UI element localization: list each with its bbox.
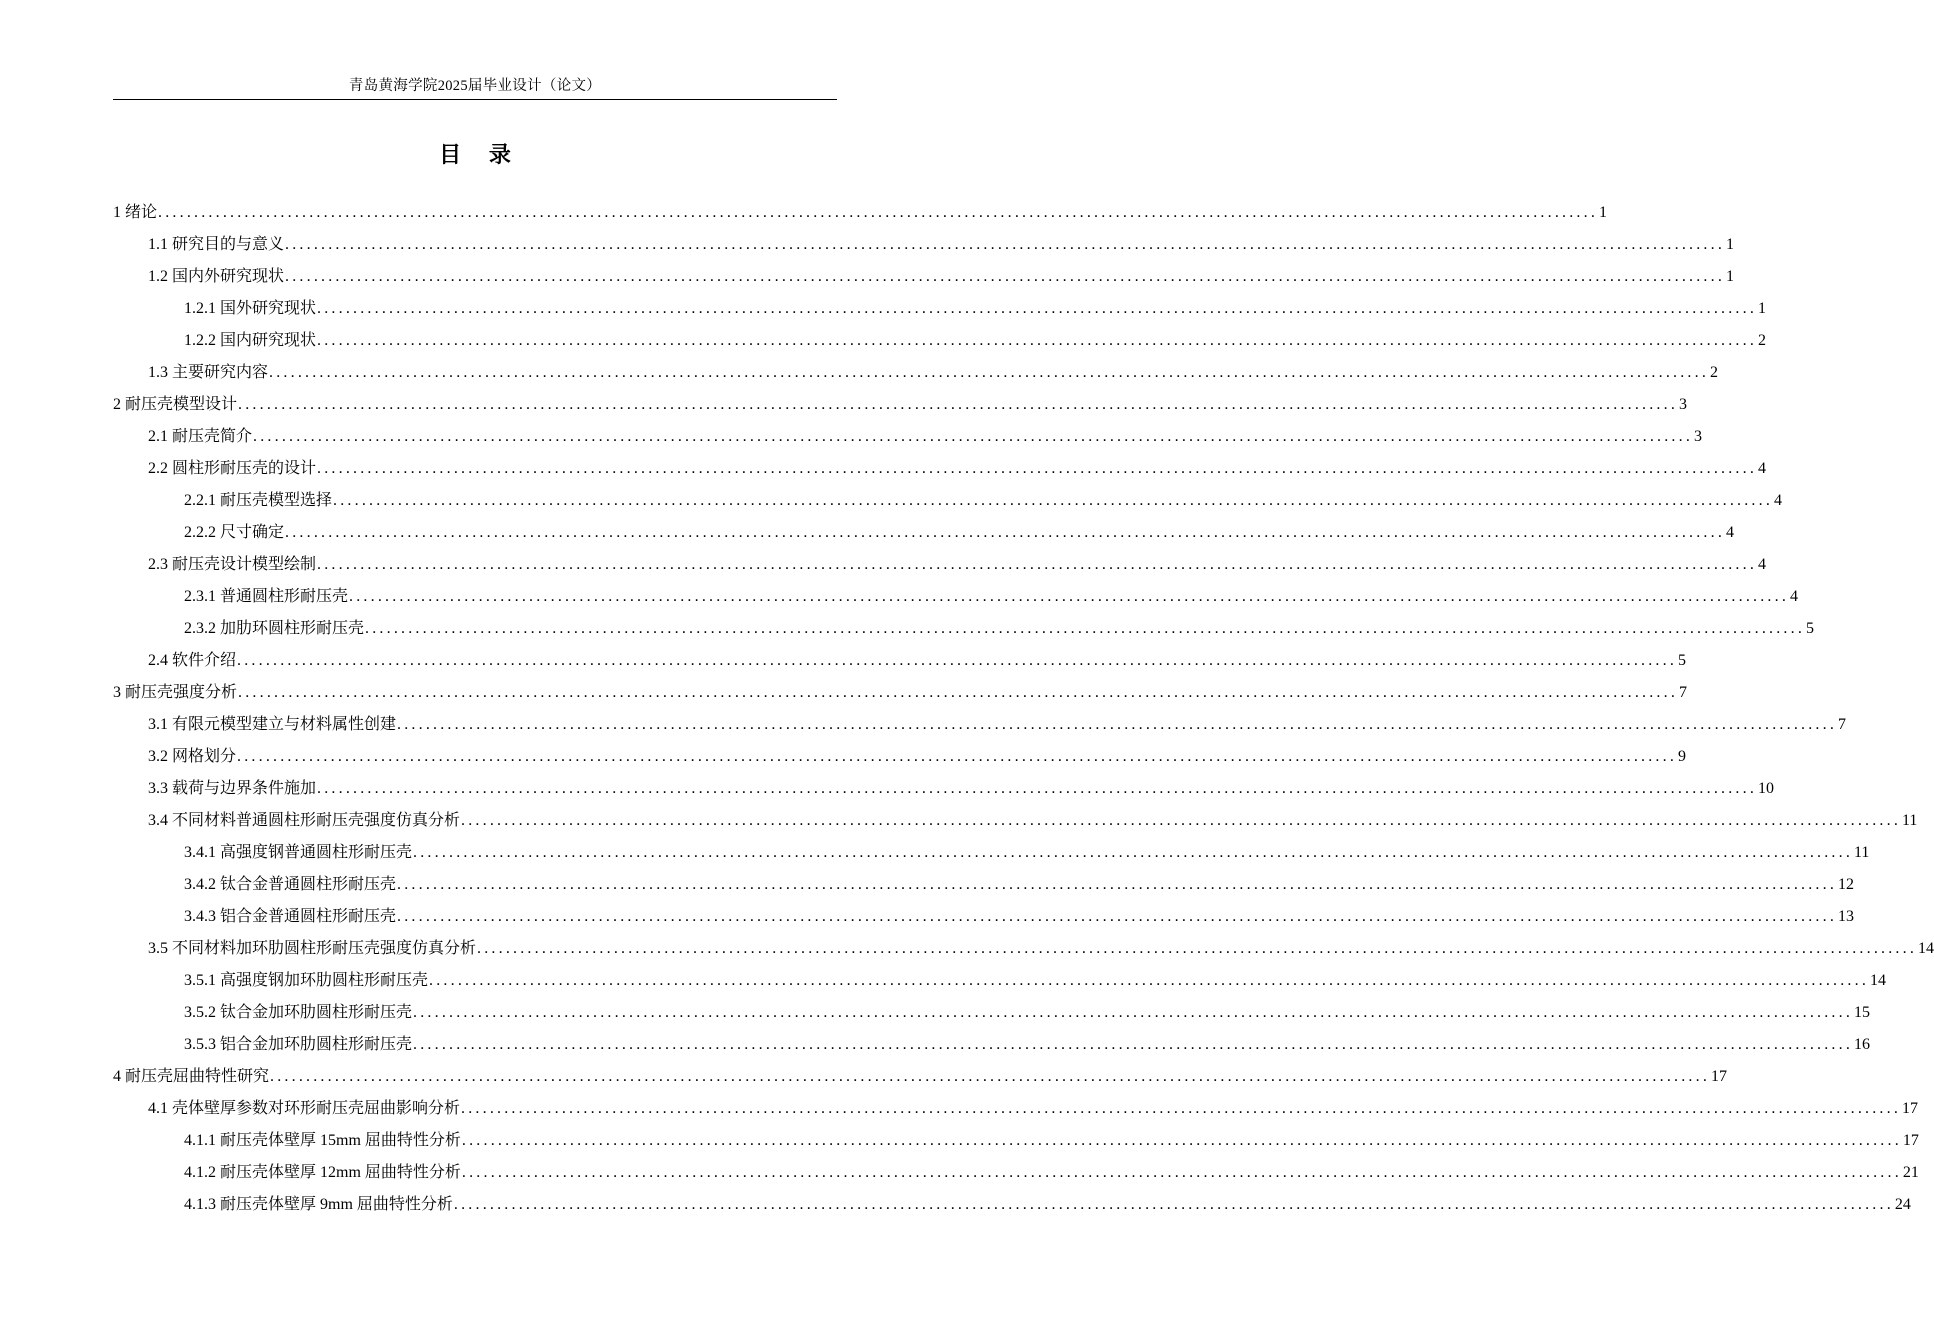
toc-entry[interactable] bbox=[113, 1127, 1919, 1159]
toc-entry-label: 4.1.1 耐压壳体壁厚 15mm 屈曲特性分析 bbox=[184, 1132, 461, 1149]
toc-entry[interactable] bbox=[113, 1191, 1911, 1223]
toc-entry-page-number: 4 bbox=[1774, 492, 1783, 509]
toc-entry-label: 3.4.2 钛合金普通圆柱形耐压壳 bbox=[184, 876, 397, 893]
toc-entry-page-number: 3 bbox=[1679, 396, 1688, 413]
toc-entry-page-number: 2 bbox=[1758, 332, 1767, 349]
toc-entry-label: 2 耐压壳模型设计 bbox=[113, 396, 238, 413]
toc-entry-label: 2.2 圆柱形耐压壳的设计 bbox=[148, 460, 317, 477]
toc-entry[interactable] bbox=[113, 295, 1767, 327]
toc-leader-dots: ........................................................................................................................................................................................................ bbox=[413, 844, 1854, 861]
toc-leader-dots: ........................................................................................................................................................................................................ bbox=[158, 204, 1599, 221]
toc-entry[interactable] bbox=[113, 1159, 1919, 1191]
toc-leader-dots: ........................................................................................................................................................................................................ bbox=[461, 1132, 1902, 1149]
toc-leader-dots: ........................................................................................................................................................................................................ bbox=[453, 1196, 1894, 1213]
toc-entry-label: 1 绪论 bbox=[113, 204, 158, 221]
toc-entry-page-number: 10 bbox=[1758, 780, 1775, 797]
toc-entry-label: 3.5.2 钛合金加环肋圆柱形耐压壳 bbox=[184, 1004, 413, 1021]
toc-entry-label: 3.5.3 铝合金加环肋圆柱形耐压壳 bbox=[184, 1036, 413, 1053]
toc-entry-label: 3.4.1 高强度钢普通圆柱形耐压壳 bbox=[184, 844, 413, 861]
toc-entry-page-number: 5 bbox=[1678, 652, 1687, 669]
toc-leader-dots: ........................................................................................................................................................................................................ bbox=[333, 492, 1774, 509]
toc-leader-dots: ........................................................................................................................................................................................................ bbox=[365, 620, 1806, 637]
toc-entry-label: 2.3.2 加肋环圆柱形耐压壳 bbox=[184, 620, 365, 637]
toc-entry[interactable] bbox=[113, 967, 1887, 999]
toc-leader-dots: ........................................................................................................................................................................................................ bbox=[397, 876, 1838, 893]
toc-entry-page-number: 17 bbox=[1711, 1068, 1728, 1085]
toc-leader-dots: ........................................................................................................................................................................................................ bbox=[461, 812, 1902, 829]
toc-leader-dots: ........................................................................................................................................................................................................ bbox=[477, 940, 1918, 957]
toc-entry-page-number: 1 bbox=[1726, 236, 1735, 253]
toc-entry-label: 3.5 不同材料加环肋圆柱形耐压壳强度仿真分析 bbox=[148, 940, 477, 957]
toc-entry-page-number: 3 bbox=[1694, 428, 1703, 445]
toc-entry-label: 2.3 耐压壳设计模型绘制 bbox=[148, 556, 317, 573]
toc-leader-dots: ........................................................................................................................................................................................................ bbox=[238, 684, 1679, 701]
page-header: 青岛黄海学院2025届毕业设计（论文） bbox=[348, 78, 602, 94]
toc-leader-dots: ........................................................................................................................................................................................................ bbox=[461, 1100, 1902, 1117]
toc-entry[interactable] bbox=[113, 711, 1847, 743]
toc-leader-dots: ........................................................................................................................................................................................................ bbox=[317, 556, 1758, 573]
toc-leader-dots: ........................................................................................................................................................................................................ bbox=[317, 460, 1758, 477]
toc-entry[interactable] bbox=[113, 487, 1783, 519]
toc-entry-page-number: 9 bbox=[1678, 748, 1687, 765]
toc-entry-label: 3.4.3 铝合金普通圆柱形耐压壳 bbox=[184, 908, 397, 925]
toc-entry[interactable] bbox=[113, 743, 1687, 775]
toc-entry-page-number: 15 bbox=[1854, 1004, 1871, 1021]
toc-entry[interactable] bbox=[113, 1031, 1871, 1063]
toc-entry-page-number: 17 bbox=[1902, 1132, 1919, 1149]
toc-leader-dots: ........................................................................................................................................................................................................ bbox=[285, 268, 1726, 285]
toc-entry-page-number: 1 bbox=[1599, 204, 1608, 221]
toc-entry[interactable] bbox=[113, 615, 1815, 647]
toc-entry-label: 2.2.2 尺寸确定 bbox=[184, 524, 285, 541]
toc-entry-page-number: 1 bbox=[1726, 268, 1735, 285]
toc-entry-label: 4.1.3 耐压壳体壁厚 9mm 屈曲特性分析 bbox=[184, 1196, 453, 1213]
toc-entry[interactable] bbox=[113, 231, 1735, 263]
toc-entry-page-number: 7 bbox=[1679, 684, 1688, 701]
toc-leader-dots: ........................................................................................................................................................................................................ bbox=[285, 236, 1726, 253]
toc-entry[interactable] bbox=[113, 391, 1688, 423]
toc-entry-label: 2.2.1 耐压壳模型选择 bbox=[184, 492, 333, 509]
toc-entry[interactable] bbox=[113, 807, 1918, 839]
toc-entry-page-number: 11 bbox=[1902, 812, 1918, 829]
toc-entry-page-number: 7 bbox=[1838, 716, 1847, 733]
toc-entry-page-number: 16 bbox=[1854, 1036, 1871, 1053]
toc-entry-label: 3.5.1 高强度钢加环肋圆柱形耐压壳 bbox=[184, 972, 429, 989]
toc-entry[interactable] bbox=[113, 1095, 1919, 1127]
toc-leader-dots: ........................................................................................................................................................................................................ bbox=[397, 908, 1838, 925]
toc-entry-page-number: 14 bbox=[1870, 972, 1887, 989]
toc-entry-page-number: 4 bbox=[1726, 524, 1735, 541]
toc-leader-dots: ........................................................................................................................................................................................................ bbox=[397, 716, 1838, 733]
toc-entry[interactable] bbox=[113, 839, 1870, 871]
toc-entry-page-number: 17 bbox=[1902, 1100, 1919, 1117]
toc-leader-dots: ........................................................................................................................................................................................................ bbox=[317, 780, 1758, 797]
toc-entry[interactable] bbox=[113, 199, 1608, 231]
toc-entry[interactable] bbox=[113, 423, 1703, 455]
toc-leader-dots: ........................................................................................................................................................................................................ bbox=[429, 972, 1870, 989]
toc-leader-dots: ........................................................................................................................................................................................................ bbox=[413, 1036, 1854, 1053]
toc-entry[interactable] bbox=[113, 263, 1735, 295]
toc-entry-page-number: 21 bbox=[1902, 1164, 1919, 1181]
toc-entry-label: 2.4 软件介绍 bbox=[148, 652, 237, 669]
toc-leader-dots: ........................................................................................................................................................................................................ bbox=[349, 588, 1790, 605]
toc-leader-dots: ........................................................................................................................................................................................................ bbox=[238, 396, 1679, 413]
toc-leader-dots: ........................................................................................................................................................................................................ bbox=[413, 1004, 1854, 1021]
toc-leader-dots: ........................................................................................................................................................................................................ bbox=[253, 428, 1694, 445]
toc-entry-page-number: 1 bbox=[1758, 300, 1767, 317]
toc-entry[interactable] bbox=[113, 775, 1775, 807]
toc-entry-label: 1.2.2 国内研究现状 bbox=[184, 332, 317, 349]
toc-leader-dots: ........................................................................................................................................................................................................ bbox=[285, 524, 1726, 541]
toc-entry[interactable] bbox=[113, 359, 1719, 391]
toc-entry-page-number: 4 bbox=[1790, 588, 1799, 605]
toc-leader-dots: ........................................................................................................................................................................................................ bbox=[461, 1164, 1902, 1181]
toc-entry-label: 4.1 壳体壁厚参数对环形耐压壳屈曲影响分析 bbox=[148, 1100, 461, 1117]
toc-entry-page-number: 2 bbox=[1710, 364, 1719, 381]
toc-entry-label: 1.3 主要研究内容 bbox=[148, 364, 269, 381]
toc-entry[interactable] bbox=[113, 935, 1934, 967]
toc-entry-label: 3.1 有限元模型建立与材料属性创建 bbox=[148, 716, 397, 733]
toc-leader-dots: ........................................................................................................................................................................................................ bbox=[270, 1068, 1711, 1085]
toc-leader-dots: ........................................................................................................................................................................................................ bbox=[269, 364, 1710, 381]
toc-entry-page-number: 4 bbox=[1758, 556, 1767, 573]
toc-entry-label: 3 耐压壳强度分析 bbox=[113, 684, 238, 701]
toc-entry-label: 2.3.1 普通圆柱形耐压壳 bbox=[184, 588, 349, 605]
toc-entry[interactable] bbox=[113, 1063, 1728, 1095]
toc-entry-label: 2.1 耐压壳简介 bbox=[148, 428, 253, 445]
toc-entry-label: 1.2.1 国外研究现状 bbox=[184, 300, 317, 317]
toc-entry-page-number: 4 bbox=[1758, 460, 1767, 477]
toc-entry-label: 3.2 网格划分 bbox=[148, 748, 237, 765]
toc-entry[interactable] bbox=[113, 519, 1735, 551]
toc-leader-dots: ........................................................................................................................................................................................................ bbox=[237, 748, 1678, 765]
header-rule bbox=[113, 99, 837, 100]
toc-entry-label: 4 耐压壳屈曲特性研究 bbox=[113, 1068, 270, 1085]
toc-entry[interactable] bbox=[113, 647, 1687, 679]
toc-entry-page-number: 14 bbox=[1918, 940, 1934, 957]
toc-entry-label: 3.4 不同材料普通圆柱形耐压壳强度仿真分析 bbox=[148, 812, 461, 829]
toc-entry[interactable] bbox=[113, 903, 1855, 935]
toc-leader-dots: ........................................................................................................................................................................................................ bbox=[237, 652, 1678, 669]
toc-leader-dots: ........................................................................................................................................................................................................ bbox=[317, 332, 1758, 349]
toc-entry-label: 3.3 载荷与边界条件施加 bbox=[148, 780, 317, 797]
toc-entry[interactable] bbox=[113, 679, 1688, 711]
toc-entry-page-number: 5 bbox=[1806, 620, 1815, 637]
toc-entry[interactable] bbox=[113, 327, 1767, 359]
toc-entry-label: 1.2 国内外研究现状 bbox=[148, 268, 285, 285]
toc-entry-page-number: 12 bbox=[1838, 876, 1855, 893]
toc-entry[interactable] bbox=[113, 871, 1855, 903]
toc-entry-label: 1.1 研究目的与意义 bbox=[148, 236, 285, 253]
toc-leader-dots: ........................................................................................................................................................................................................ bbox=[317, 300, 1758, 317]
toc-entry[interactable] bbox=[113, 999, 1871, 1031]
toc-title: 目 录 bbox=[439, 143, 521, 168]
toc-entry[interactable] bbox=[113, 551, 1767, 583]
toc-entry-page-number: 11 bbox=[1854, 844, 1870, 861]
toc-entry[interactable] bbox=[113, 583, 1799, 615]
toc-entry[interactable] bbox=[113, 455, 1767, 487]
toc-entry-label: 4.1.2 耐压壳体壁厚 12mm 屈曲特性分析 bbox=[184, 1164, 461, 1181]
toc-entry-page-number: 24 bbox=[1894, 1196, 1911, 1213]
toc-entry-page-number: 13 bbox=[1838, 908, 1855, 925]
table-of-contents bbox=[113, 199, 1934, 1223]
